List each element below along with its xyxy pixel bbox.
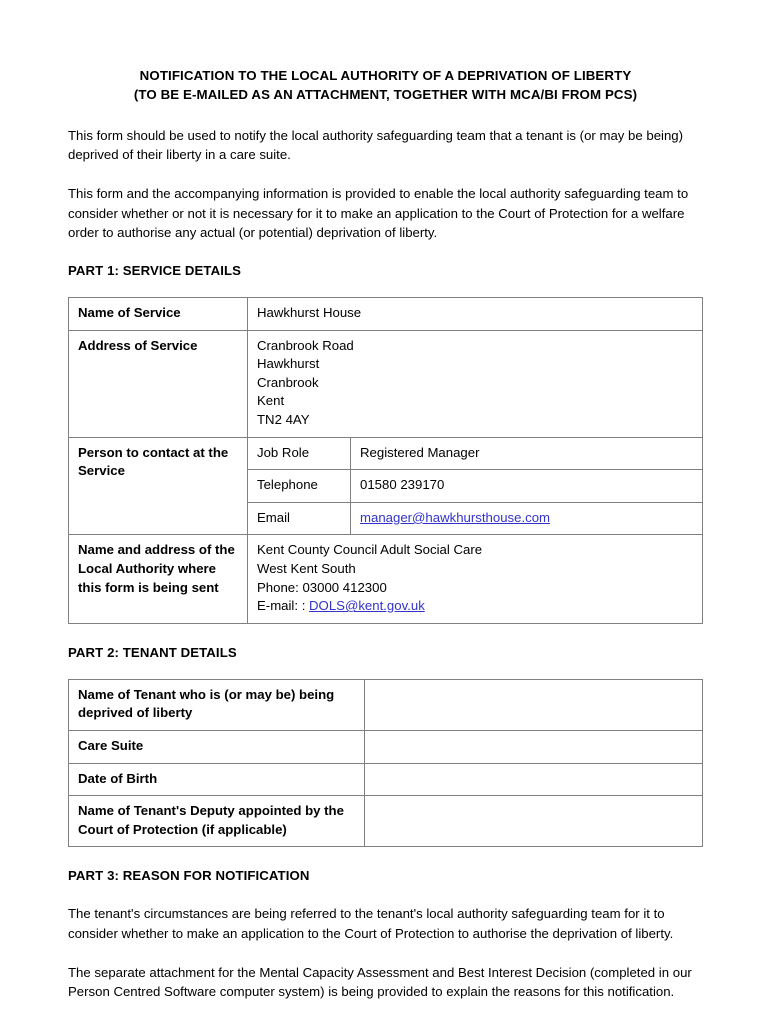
address-line-3: Cranbrook (257, 374, 319, 390)
address-line-4: Kent (257, 393, 285, 409)
tenant-details-table (68, 679, 703, 848)
local-authority-line-2: West Kent South (257, 560, 356, 576)
page-title (68, 67, 703, 104)
table-row (69, 730, 703, 763)
tenant-name-value[interactable] (365, 679, 703, 730)
telephone-label: Telephone (248, 470, 351, 503)
address-of-service-value[interactable] (248, 330, 703, 437)
local-authority-label: Name and address of the Local Authority where this form is being sent (69, 535, 248, 623)
table-row (69, 679, 703, 730)
page-title-line-2: (TO BE E-MAILED AS AN ATTACHMENT, TOGETHER WITH MCA/BI FROM PCS) (133, 86, 638, 102)
local-authority-email-link[interactable]: DOLS@kent.gov.uk (309, 598, 425, 614)
name-of-service-label: Name of Service (69, 298, 248, 331)
document-content (68, 0, 703, 1001)
tenant-name-label: Name of Tenant who is (or may be) being deprived of liberty (69, 679, 365, 730)
table-row (69, 298, 703, 331)
care-suite-value[interactable] (365, 730, 703, 763)
table-row (69, 437, 703, 470)
job-role-label: Job Role (248, 437, 351, 470)
local-authority-value[interactable] (248, 535, 703, 623)
contact-person-label: Person to contact at the Service (69, 437, 248, 535)
address-line-5: TN2 4AY (257, 411, 310, 427)
local-authority-phone: Phone: 03000 412300 (257, 579, 387, 595)
local-authority-line-1: Kent County Council Adult Social Care (257, 542, 483, 558)
telephone-value[interactable]: 01580 239170 (351, 470, 703, 503)
date-of-birth-label: Date of Birth (69, 763, 365, 796)
part2-heading: PART 2: TENANT DETAILS (68, 644, 237, 660)
address-line-2: Hawkhurst (257, 356, 320, 372)
table-row (69, 796, 703, 847)
job-role-value[interactable]: Registered Manager (351, 437, 703, 470)
local-authority-email-prefix: E-mail: : (257, 598, 310, 614)
part3-paragraph-1: The tenant's circumstances are being referred to the tenant's local authority safeguarding team for it to consider whether to make an application to the Court of Protection to authorise the deprivation of liberty. (68, 906, 674, 941)
service-details-table (68, 297, 703, 624)
part3-paragraph-2: The separate attachment for the Mental Capacity Assessment and Best Interest Decision (completed in our Person Centred Software computer system) is being provided to explain the reasons for this notification. (68, 964, 692, 999)
intro-paragraph-1: This form should be used to notify the local authority safeguarding team that a tenant is (or may be being) deprived of their liberty in a care suite. (68, 128, 684, 163)
table-row (69, 763, 703, 796)
care-suite-label: Care Suite (69, 730, 365, 763)
name-of-service-value[interactable]: Hawkhurst House (248, 298, 703, 331)
table-row (69, 330, 703, 437)
email-value[interactable] (351, 502, 703, 535)
deputy-name-label: Name of Tenant's Deputy appointed by the Court of Protection (if applicable) (69, 796, 365, 847)
local-authority-email-line (257, 597, 694, 616)
page-title-line-1: NOTIFICATION TO THE LOCAL AUTHORITY OF A DEPRIVATION OF LIBERTY (139, 68, 632, 83)
part3-heading: PART 3: REASON FOR NOTIFICATION (68, 868, 310, 884)
email-label: Email (248, 502, 351, 535)
intro-paragraph-2: This form and the accompanying information is provided to enable the local authority safeguarding team to consider whether or not it is necessary for it to make an application to the Court of Protection for a welfare order to authorise any actual (or potential) deprivation of liberty. (68, 186, 689, 240)
deputy-name-value[interactable] (365, 796, 703, 847)
table-row (69, 535, 703, 623)
address-line-1: Cranbrook Road (257, 337, 354, 353)
date-of-birth-value[interactable] (365, 763, 703, 796)
part1-heading: PART 1: SERVICE DETAILS (68, 263, 242, 279)
service-email-link[interactable]: manager@hawkhursthouse.com (360, 509, 551, 525)
address-of-service-label: Address of Service (69, 330, 248, 437)
